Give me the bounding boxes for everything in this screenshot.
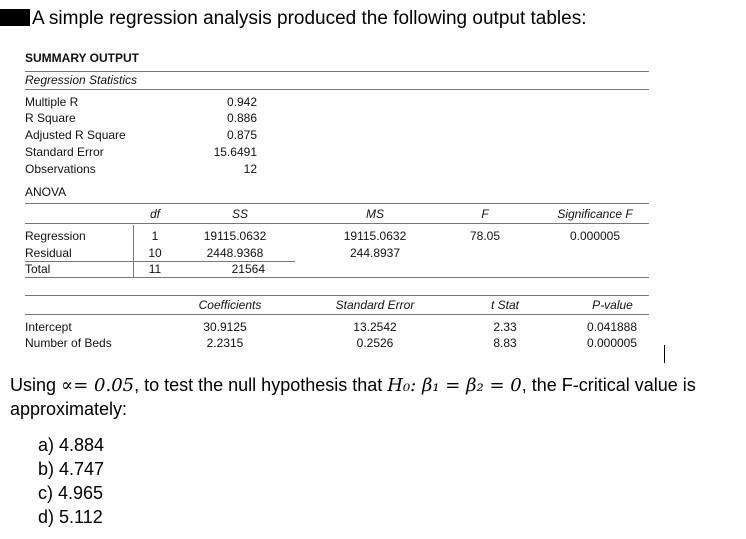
anova-cell: 21564 xyxy=(231,262,265,276)
anova-cell: 19115.0632 xyxy=(203,229,267,243)
null-hypothesis: H₀: β₁ = β₂ = 0 xyxy=(387,375,522,396)
anova-row-label: Regression xyxy=(25,229,86,243)
anova-header-ss: SS xyxy=(231,207,248,221)
coef-cell: 8.83 xyxy=(493,336,517,350)
se-header: Standard Error xyxy=(335,298,415,312)
table-rule xyxy=(25,223,649,224)
coef-row-label: Number of Beds xyxy=(25,336,112,350)
stat-label: Multiple R xyxy=(25,95,79,109)
anova-title: ANOVA xyxy=(25,185,67,199)
question-text: , to test the null hypothesis that xyxy=(134,375,388,395)
anova-row-label: Total xyxy=(25,262,51,276)
coef-cell: 30.9125 xyxy=(203,320,247,334)
anova-cell: 78.05 xyxy=(469,229,501,243)
anova-header-ms: MS xyxy=(366,207,384,221)
coef-row-label: Intercept xyxy=(25,320,72,334)
table-rule xyxy=(25,71,649,72)
table-rule xyxy=(25,277,649,278)
anova-cell: 10 xyxy=(148,246,162,260)
coef-header: Coefficients xyxy=(198,298,262,312)
stat-label: Observations xyxy=(25,162,96,176)
tstat-header: t Stat xyxy=(490,298,519,312)
coef-cell: 0.041888 xyxy=(586,320,638,334)
intro-text: A simple regression analysis produced the following output tables: xyxy=(32,8,587,29)
option-c[interactable]: c) 4.965 xyxy=(38,483,104,503)
table-rule xyxy=(25,314,649,315)
anova-cell: 0.000005 xyxy=(569,229,621,243)
anova-cell: 244.8937 xyxy=(349,246,401,260)
anova-cell: 2448.9368 xyxy=(206,246,264,260)
stat-value: 15.6491 xyxy=(213,145,257,159)
summary-title: SUMMARY OUTPUT xyxy=(25,51,139,65)
stat-value: 0.942 xyxy=(226,95,257,109)
anova-cell: 19115.0632 xyxy=(343,229,407,243)
coef-cell: 13.2542 xyxy=(353,320,397,334)
coef-cell: 2.2315 xyxy=(206,336,244,350)
anova-cell: 11 xyxy=(148,262,162,276)
stat-label: Adjusted R Square xyxy=(25,128,126,142)
regression-stats-heading: Regression Statistics xyxy=(25,73,138,87)
redaction-block xyxy=(0,9,30,26)
stat-value: 0.886 xyxy=(226,111,257,125)
text-cursor xyxy=(664,345,665,363)
option-d[interactable]: d) 5.112 xyxy=(38,507,103,527)
stat-label: R Square xyxy=(25,111,76,125)
coef-cell: 0.2526 xyxy=(356,336,394,350)
table-rule xyxy=(25,89,649,90)
question-text: Using xyxy=(10,375,62,395)
question-text: , the F-critical value is xyxy=(521,375,696,395)
table-rule xyxy=(25,203,649,204)
anova-cell: 1 xyxy=(151,229,159,243)
stat-value: 0.875 xyxy=(226,128,257,142)
anova-header-sig: Significance F xyxy=(557,207,633,221)
coef-cell: 2.33 xyxy=(493,320,517,334)
stat-label: Standard Error xyxy=(25,145,104,159)
question-line-1 xyxy=(10,375,696,396)
alpha-expression: ∝= 0.05 xyxy=(61,375,135,396)
table-rule xyxy=(133,225,134,277)
anova-header-f: F xyxy=(481,207,489,221)
table-rule xyxy=(25,295,649,296)
question-line-2: approximately: xyxy=(10,399,128,419)
anova-header-df: df xyxy=(149,207,160,221)
option-a[interactable]: a) 4.884 xyxy=(38,435,105,455)
coef-cell: 0.000005 xyxy=(586,336,638,350)
option-b[interactable]: b) 4.747 xyxy=(38,459,105,479)
stat-value: 12 xyxy=(243,162,257,176)
pvalue-header: P-value xyxy=(592,298,633,312)
anova-row-label: Residual xyxy=(25,246,72,260)
